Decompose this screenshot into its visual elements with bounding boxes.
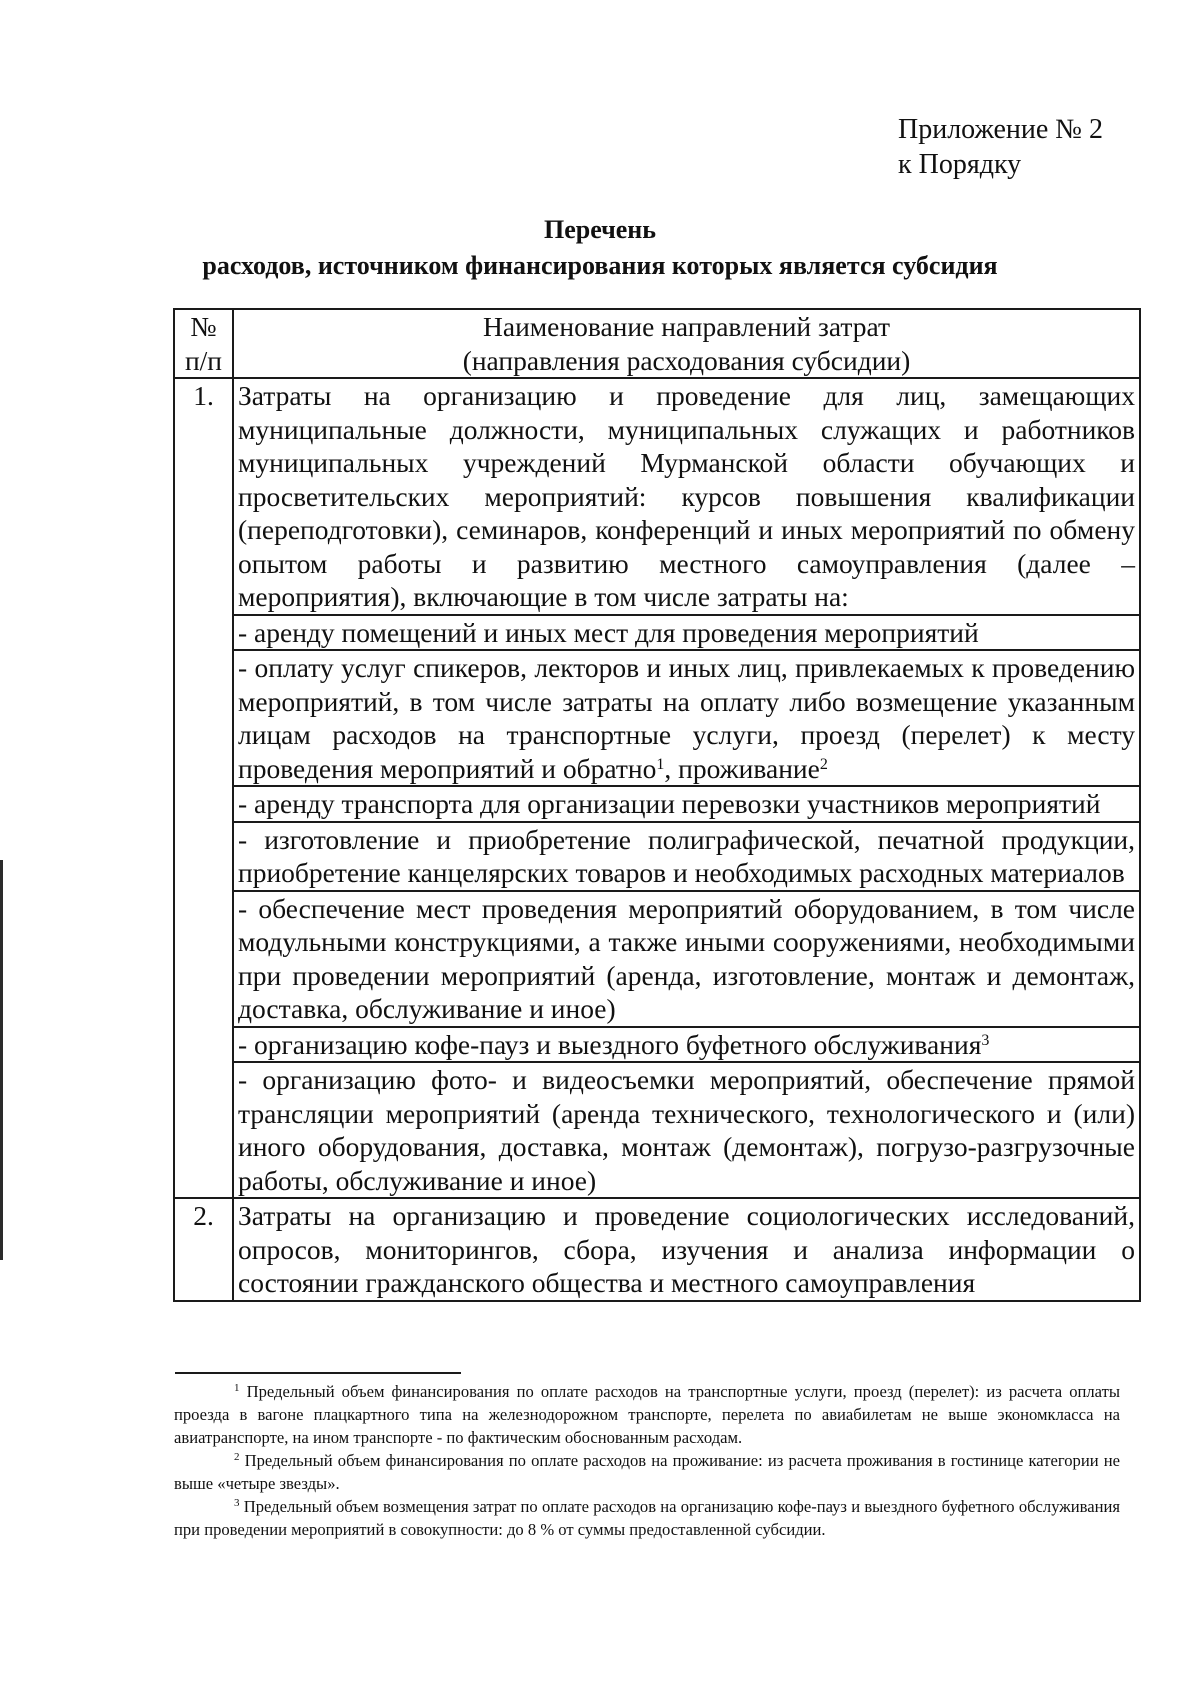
header-name-line-1: Наименование направлений затрат (483, 311, 890, 342)
footnote-ref-3: 3 (981, 1031, 990, 1049)
table-row (174, 1027, 1140, 1063)
footnote-1 (174, 1380, 1120, 1449)
footnote-3 (174, 1495, 1120, 1541)
footnote-2-text: Предельный объем финансирования по оплате расходов на проживание: из расчета проживания в гостинице категории не выше «четыре звезды». (174, 1451, 1120, 1493)
footnote-1-mark: 1 (234, 1382, 240, 1394)
footnote-ref-2: 2 (819, 755, 828, 773)
row-1-sub-equipment: - обеспечение мест проведения мероприятий оборудованием, в том числе модульными конструкциями, а также иными сооружениями, необходимыми при проведении мероприятий (аренда, изготовление, монтаж и демонтаж, доставка, обслуживание и иное) (233, 891, 1140, 1027)
footnote-2-mark: 2 (234, 1451, 240, 1463)
scan-page-edge (0, 860, 3, 1260)
row-2-main-text: Затраты на организацию и проведение социологических исследований, опросов, мониторингов, сбора, изучения и анализа информации о состоянии гражданского общества и местного самоуправления (233, 1198, 1140, 1301)
header-number-symbol: № (190, 311, 217, 342)
table-row (174, 1062, 1140, 1198)
title-line-2: расходов, источником финансирования которых является субсидия (202, 251, 998, 280)
table-row (174, 822, 1140, 891)
row-1-sub-transport: - аренду транспорта для организации перевозки участников мероприятий (233, 786, 1140, 822)
sub-catering-text: - организацию кофе-пауз и выездного буфетного обслуживания (238, 1028, 982, 1060)
header-number-cell (174, 309, 233, 378)
row-1-main-text: Затраты на организацию и проведение для лиц, замещающих муниципальные должности, муниципальных служащих и работников муниципальных учреждений Мурманской области обучающих и просветительских мероприятий: курсов повышения квалификации (переподготовки), семинаров, конференций и иных мероприятий по обмену опытом работы и развитию местного самоуправления (далее – мероприятия), включающие в том числе затраты на: (233, 378, 1140, 615)
row-1-sub-speakers (233, 650, 1140, 786)
footnote-2 (174, 1449, 1120, 1495)
document-title (150, 212, 1050, 284)
footnotes (174, 1380, 1120, 1541)
table-row (174, 891, 1140, 1027)
table-row (174, 1198, 1140, 1301)
appendix-number: Приложение № 2 (898, 114, 1103, 145)
table-header-row (174, 309, 1140, 378)
row-1-sub-catering (233, 1027, 1140, 1063)
title-line-1: Перечень (543, 215, 657, 244)
expenses-table (173, 308, 1141, 1302)
table-row (174, 615, 1140, 651)
footnote-3-text: Предельный объем возмещения затрат по оплате расходов на организацию кофе-пауз и выездного буфетного обслуживания при проведении мероприятий в совокупности: до 8 % от суммы предоставленной субсидии. (174, 1497, 1120, 1539)
row-1-sub-premises: - аренду помещений и иных мест для проведения мероприятий (233, 615, 1140, 651)
row-2-number: 2. (174, 1198, 233, 1301)
sub-speakers-text: - оплату услуг спикеров, лекторов и иных лиц, привлекаемых к проведению мероприятий, в том числе затраты на оплату либо возмещение указанным лицам расходов на транспортные услуги, проезд (перелет) к месту проведения мероприятий и обратно (238, 652, 1135, 784)
header-name-line-2: (направления расходования субсидии) (462, 344, 911, 376)
row-1-sub-printing: - изготовление и приобретение полиграфической, печатной продукции, приобретение канцелярских товаров и необходимых расходных материалов (233, 822, 1140, 891)
table-row (174, 650, 1140, 786)
row-1-sub-photo-video: - организацию фото- и видеосъемки мероприятий, обеспечение прямой трансляции мероприятий (аренда технического, технологического и (или) иного оборудования, доставка, монтаж (демонтаж), погрузо-разгрузочные работы, обслуживание и иное) (233, 1062, 1140, 1198)
table-row (174, 378, 1140, 615)
footnote-ref-1: 1 (656, 755, 665, 773)
sub-speakers-tail: , проживание (664, 752, 820, 784)
footnote-1-text: Предельный объем финансирования по оплате расходов на транспортные услуги, проезд (перелет): из расчета оплаты проезда в вагоне плацкартного типа на железнодорожном транспорте, перелета по авиабилетам не выше экономкласса на авиатранспорте, на ином транспорте - по фактическим обоснованным расходам. (174, 1382, 1120, 1447)
header-number-abbr: п/п (184, 344, 223, 376)
row-1-number: 1. (174, 378, 233, 1198)
header-name-cell (233, 309, 1140, 378)
footnote-3-mark: 3 (234, 1497, 240, 1509)
appendix-label (898, 112, 1103, 182)
appendix-reference: к Порядку (898, 149, 1022, 180)
footnote-separator (175, 1372, 461, 1374)
table-row (174, 786, 1140, 822)
